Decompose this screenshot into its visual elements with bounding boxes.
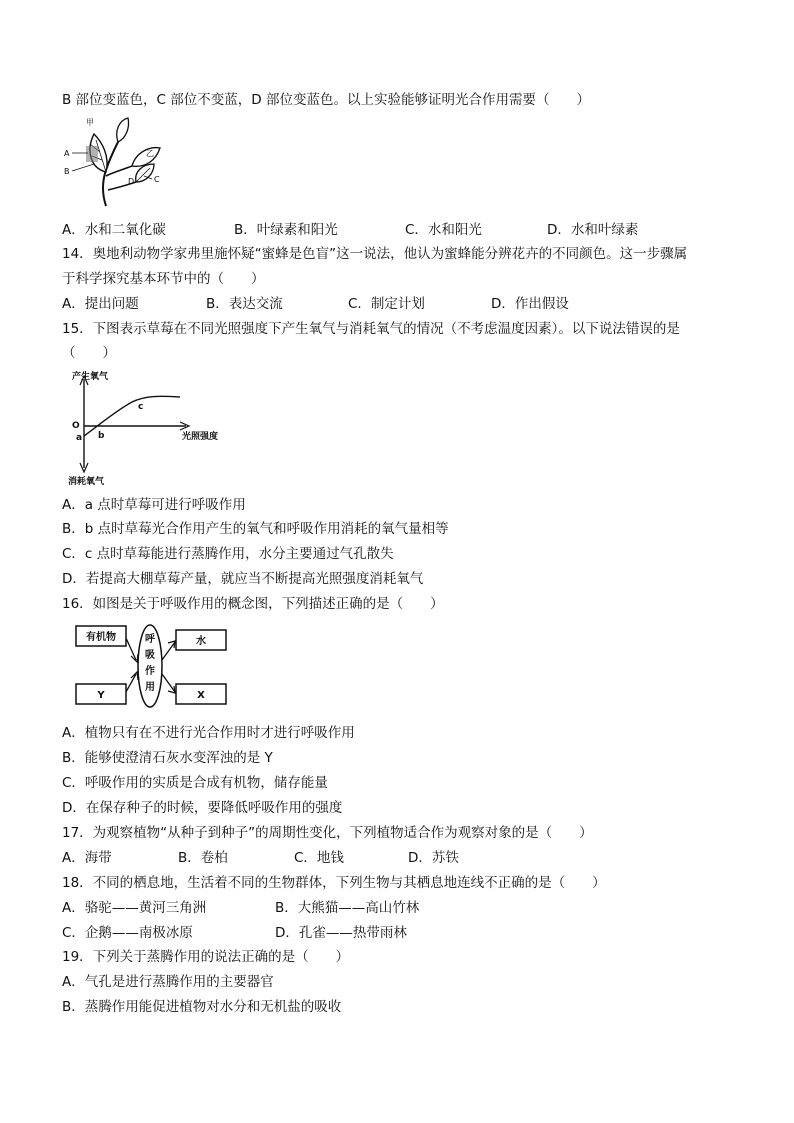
q14-option-a[interactable]: A．提出问题 — [62, 296, 139, 312]
point-b-label: b — [98, 431, 105, 441]
q14-option-b[interactable]: B．表达交流 — [206, 296, 283, 312]
q18-text-1: 18．不同的栖息地，生活着不同的生物群体，下列生物与其栖息地连线不正确的是（ ） — [62, 875, 606, 891]
q13-text: B 部位变蓝色，C 部位不变蓝，D 部位变蓝色。以上实验能够证明光合作用需要（ ） — [62, 92, 590, 108]
q16-option-d[interactable]: D．在保存种子的时候，要降低呼吸作用的强度 — [62, 800, 343, 816]
q15-option-b[interactable]: B．b 点时草莓光合作用产生的氧气和呼吸作用消耗的氧气量相等 — [62, 521, 449, 537]
x-axis-label: 光照强度 — [182, 432, 219, 442]
q13-option-a[interactable]: A．水和二氧化碳 — [62, 222, 166, 238]
q17-text-1: 17．为观察植物“从种子到种子”的周期性变化，下列植物适合作为观察对象的是（ ） — [62, 825, 593, 841]
q16-option-b[interactable]: B．能够使澄清石灰水变浑浊的是 Y — [62, 750, 273, 766]
center-char-4: 用 — [145, 682, 155, 693]
q15-option-d[interactable]: D．若提高大棚草莓产量，就应当不断提高光照强度消耗氧气 — [62, 571, 424, 587]
point-a-label: a — [76, 433, 83, 443]
q14-option-c[interactable]: C．制定计划 — [348, 296, 425, 312]
q14-text-2: 于科学探究基本环节中的（ ） — [62, 271, 265, 287]
q17-option-c[interactable]: C．地钱 — [294, 850, 344, 866]
center-char-2: 吸 — [145, 650, 155, 661]
point-c-label: c — [138, 402, 144, 412]
label-d: D — [128, 177, 135, 186]
q16-option-a[interactable]: A．植物只有在不进行光合作用时才进行呼吸作用 — [62, 725, 355, 741]
q14-option-d[interactable]: D．作出假设 — [491, 296, 569, 312]
q16-text-1: 16．如图是关于呼吸作用的概念图，下列描述正确的是（ ） — [62, 596, 444, 612]
q19-option-a[interactable]: A．气孔是进行蒸腾作用的主要器官 — [62, 974, 274, 990]
q18-option-b[interactable]: B．大熊猫——高山竹林 — [275, 900, 420, 916]
label-c: C — [154, 175, 160, 184]
leaf-experiment-figure — [62, 116, 166, 208]
q13-option-d[interactable]: D．水和叶绿素 — [547, 222, 639, 238]
label-yi: 乙 — [146, 149, 154, 158]
center-char-1: 呼 — [145, 634, 155, 645]
q14-text-1: 14．奥地利动物学家弗里施怀疑“蜜蜂是色盲”这一说法，他认为蜜蜂能分辨花卉的不同颜色。这一步骤属 — [62, 246, 688, 262]
oxygen-light-graph — [68, 368, 238, 486]
q15-option-c[interactable]: C．c 点时草莓能进行蒸腾作用，水分主要通过气孔散失 — [62, 546, 394, 562]
q13-option-c[interactable]: C．水和阳光 — [405, 222, 482, 238]
label-a: A — [64, 149, 70, 158]
q18-option-a[interactable]: A．骆驼——黄河三角洲 — [62, 900, 207, 916]
q19-option-b[interactable]: B．蒸腾作用能促进植物对水分和无机盐的吸收 — [62, 999, 342, 1015]
q15-text-1: 15．下图表示草莓在不同光照强度下产生氧气与消耗氧气的情况（不考虑温度因素）。以下说法错误的是 — [62, 321, 680, 337]
respiration-concept-map — [74, 620, 230, 712]
q17-option-d[interactable]: D．苏铁 — [408, 850, 459, 866]
q17-option-a[interactable]: A．海带 — [62, 850, 112, 866]
organic-matter-box: 有机物 — [86, 632, 116, 643]
origin-label: O — [72, 421, 80, 431]
water-box: 水 — [196, 636, 206, 647]
q17-option-b[interactable]: B．卷柏 — [178, 850, 228, 866]
center-char-3: 作 — [145, 666, 155, 677]
y-axis-top-label: 产生氧气 — [72, 372, 109, 382]
q18-option-d[interactable]: D．孔雀——热带雨林 — [275, 925, 407, 941]
q18-option-c[interactable]: C．企鹅——南极冰原 — [62, 925, 193, 941]
y-axis-bottom-label: 消耗氧气 — [68, 477, 105, 486]
label-jia: 甲 — [86, 118, 94, 127]
y-box: Y — [97, 690, 105, 701]
q13-option-b[interactable]: B．叶绿素和阳光 — [234, 222, 338, 238]
x-box: X — [197, 690, 205, 701]
q19-text-1: 19．下列关于蒸腾作用的说法正确的是（ ） — [62, 949, 350, 965]
q16-option-c[interactable]: C．呼吸作用的实质是合成有机物，储存能量 — [62, 775, 328, 791]
q15-text-2: （ ） — [62, 345, 116, 361]
q15-option-a[interactable]: A．a 点时草莓可进行呼吸作用 — [62, 497, 246, 513]
label-b: B — [64, 167, 70, 176]
